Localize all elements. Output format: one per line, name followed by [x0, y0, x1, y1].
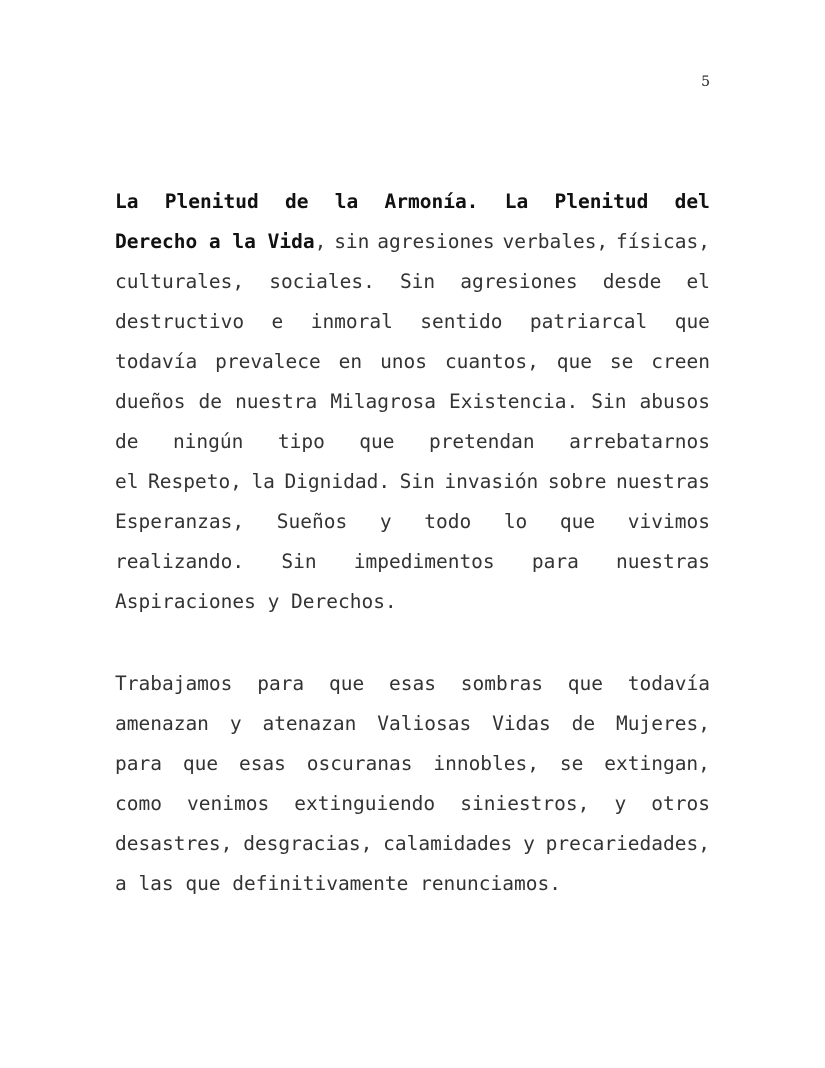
- word: la: [251, 470, 275, 493]
- word: Mujeres,: [616, 712, 710, 735]
- word: esas: [238, 752, 286, 775]
- word: todo: [424, 510, 472, 533]
- word: todavía: [627, 672, 710, 695]
- word: que: [559, 510, 596, 533]
- word: que: [567, 672, 603, 695]
- word: e: [271, 310, 284, 333]
- word: Derechos.: [291, 590, 397, 613]
- word: esas: [389, 672, 436, 695]
- word: y: [267, 590, 280, 613]
- word: definitivamente: [232, 872, 409, 895]
- word: desde: [602, 270, 662, 293]
- word: que: [182, 752, 219, 775]
- text-line: [115, 342, 710, 382]
- text-line: [115, 582, 710, 622]
- word: de: [115, 430, 139, 453]
- word: sentido: [420, 310, 503, 333]
- word: que: [328, 672, 365, 695]
- word: y: [523, 832, 535, 855]
- word: como: [115, 792, 162, 815]
- word: Sin: [591, 390, 627, 413]
- word: verbales,: [502, 230, 609, 253]
- word: que: [674, 310, 710, 333]
- word: agresiones: [460, 270, 578, 293]
- word: y: [229, 712, 242, 735]
- word: La: [115, 190, 139, 213]
- word: renunciamos.: [420, 872, 561, 895]
- page-number: 5: [701, 74, 710, 90]
- word: sobre: [547, 470, 607, 493]
- word: vivimos: [627, 510, 710, 533]
- word: pretendan: [428, 430, 535, 453]
- text-line: [115, 182, 710, 222]
- word: Armonía.: [384, 190, 479, 213]
- word: invasión: [444, 470, 539, 493]
- word: para: [115, 752, 162, 775]
- word: Sin: [399, 270, 436, 293]
- word: Trabajamos: [115, 672, 233, 695]
- word: amenazan: [115, 712, 209, 735]
- word: Sueños: [276, 510, 348, 533]
- text-line: [115, 744, 710, 784]
- word: a: [115, 872, 127, 895]
- word: Sin: [281, 550, 317, 573]
- word: que: [185, 872, 221, 895]
- text-line: [115, 864, 710, 904]
- word: del: [674, 190, 710, 213]
- paragraph-2: [115, 664, 710, 904]
- word: Dignidad.: [284, 470, 391, 493]
- word: sombras: [460, 672, 543, 695]
- word: precariedades,: [545, 832, 710, 855]
- word: atenazan: [262, 712, 357, 735]
- word: patriarcal: [529, 310, 648, 333]
- word: cuantos,: [444, 350, 539, 373]
- word: Sin: [399, 470, 435, 493]
- word: físicas,: [616, 230, 710, 253]
- word: para: [531, 550, 579, 573]
- text-line: [115, 542, 710, 582]
- word: para: [257, 672, 305, 695]
- paragraph-1: [115, 182, 710, 622]
- text-line: [115, 704, 710, 744]
- word: nuestras: [616, 550, 710, 573]
- word: creen: [651, 350, 710, 373]
- word: lo: [503, 510, 528, 533]
- word: extingan,: [604, 752, 710, 775]
- word: Derecho a la Vida,: [115, 230, 327, 253]
- word: en: [338, 350, 363, 373]
- word: destructivo: [115, 310, 245, 333]
- word: nuestra: [235, 390, 318, 413]
- word: Respeto,: [148, 470, 242, 493]
- word: otros: [651, 792, 710, 815]
- word: que: [556, 350, 592, 373]
- word: calamidades: [383, 832, 513, 855]
- text-line: [115, 302, 710, 342]
- text-line: [115, 784, 710, 824]
- word: innobles,: [433, 752, 540, 775]
- word: Plenitud: [164, 190, 259, 213]
- word: sociales.: [269, 270, 375, 293]
- word: La: [504, 190, 529, 213]
- word: inmoral: [310, 310, 393, 333]
- word: Valiosas: [377, 712, 472, 735]
- word: tipo: [277, 430, 325, 453]
- word: dueños: [115, 390, 186, 413]
- text-line: [115, 222, 710, 262]
- word: sin: [334, 230, 370, 253]
- word: todavía: [115, 350, 198, 373]
- word: Esperanzas,: [115, 510, 245, 533]
- word: que: [359, 430, 395, 453]
- word: se: [609, 350, 634, 373]
- word: culturales,: [115, 270, 245, 293]
- text-line: [115, 422, 710, 462]
- word: abusos: [639, 390, 710, 413]
- word: siniestros,: [460, 792, 590, 815]
- word: nuestras: [616, 470, 710, 493]
- word: ningún: [172, 430, 244, 453]
- word: venimos: [187, 792, 270, 815]
- word: oscuranas: [306, 752, 413, 775]
- word: Existencia.: [449, 390, 579, 413]
- word: prevalece: [215, 350, 321, 373]
- text-line: [115, 462, 710, 502]
- word: se: [559, 752, 584, 775]
- word: y: [379, 510, 392, 533]
- word: la: [334, 190, 359, 213]
- word: Aspiraciones: [115, 590, 256, 613]
- word: realizando.: [115, 550, 245, 573]
- word: arrebatarnos: [569, 430, 710, 453]
- word: Plenitud: [554, 190, 649, 213]
- text-line: [115, 824, 710, 864]
- word: de: [284, 190, 309, 213]
- word: unos: [380, 350, 428, 373]
- word: de: [571, 712, 596, 735]
- word: el: [115, 470, 139, 493]
- word: el: [686, 270, 710, 293]
- text-line: [115, 382, 710, 422]
- word: impedimentos: [353, 550, 495, 573]
- word: agresiones: [377, 230, 495, 253]
- word: y: [614, 792, 627, 815]
- word: Milagrosa: [330, 390, 436, 413]
- word: desgracias,: [243, 832, 373, 855]
- text-line: [115, 262, 710, 302]
- word: Vidas: [492, 712, 551, 735]
- text-line: [115, 664, 710, 704]
- text-line: [115, 502, 710, 542]
- word: desastres,: [115, 832, 233, 855]
- word: de: [198, 390, 222, 413]
- word: las: [138, 872, 174, 895]
- word: extinguiendo: [294, 792, 436, 815]
